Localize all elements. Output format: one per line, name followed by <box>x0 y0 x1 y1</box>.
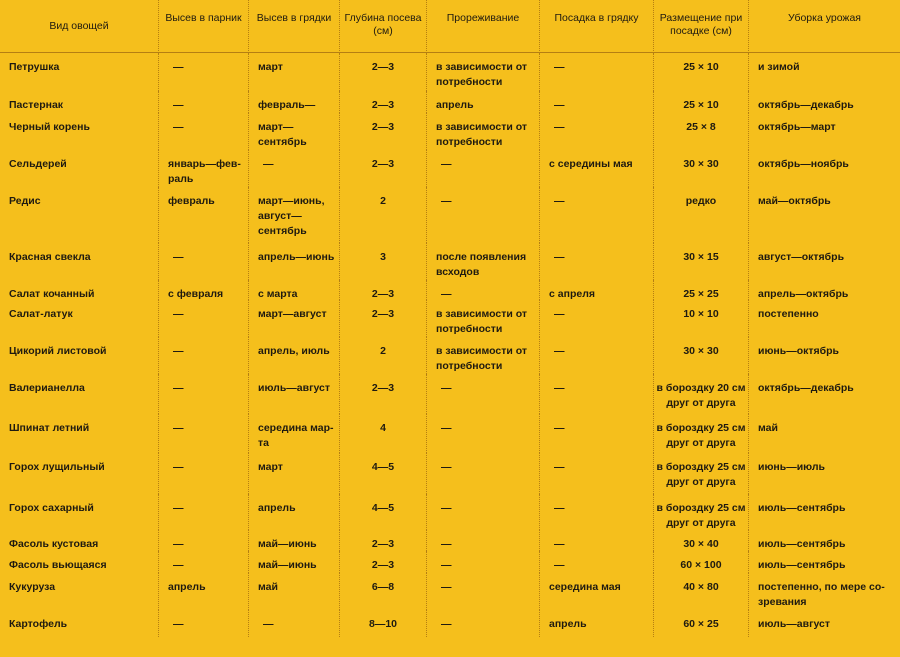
cell-thinning: в зависимости от потребности <box>427 300 540 337</box>
cell-thinning: в зависимости от потребности <box>427 337 540 374</box>
cell-thinning: апрель <box>427 91 540 113</box>
cell-spacing: 25 × 8 <box>654 113 749 150</box>
cell-thinning: — <box>427 551 540 573</box>
cell-thinning: — <box>427 573 540 610</box>
cell-bed-sowing: март <box>249 53 340 91</box>
cell-hotbed-sowing: — <box>159 243 249 280</box>
cell-thinning: после появления всходов <box>427 243 540 280</box>
cell-sowing-depth: 2 <box>340 337 427 374</box>
cell-hotbed-sowing: — <box>159 374 249 414</box>
cell-bed-planting: — <box>540 337 654 374</box>
cell-vegetable: Фасоль вьющаяся <box>0 551 159 573</box>
cell-bed-sowing: середина мар- та <box>249 414 340 453</box>
header-hotbed-sowing: Высев в парник <box>159 0 249 53</box>
cell-harvest: август—октябрь <box>758 251 845 263</box>
cell-harvest: октябрь—ноябрь <box>758 158 849 170</box>
cell-thinning: — <box>427 150 540 187</box>
cell-vegetable: Шпинат летний <box>0 414 159 453</box>
header-bed-sowing: Высев в грядки <box>249 0 340 53</box>
cell-bed-sowing: — <box>249 610 340 637</box>
cell-bed-planting: — <box>540 113 654 150</box>
cell-bed-sowing: февраль— <box>249 91 340 113</box>
cell-harvest: постепенно <box>758 308 819 320</box>
cell-thinning: — <box>427 187 540 243</box>
cell-harvest: октябрь—март <box>758 121 836 133</box>
cell-sowing-depth: 2—3 <box>340 551 427 573</box>
cell-thinning: — <box>427 530 540 551</box>
cell-vegetable: Картофель <box>0 610 159 637</box>
cell-bed-sowing: апрель <box>249 494 340 530</box>
cell-spacing: 60 × 25 <box>654 610 749 637</box>
cell-thinning: в зависимости от потребности <box>427 113 540 150</box>
cell-sowing-depth: 2 <box>340 187 427 243</box>
cell-sowing-depth: 2—3 <box>340 113 427 150</box>
cell-bed-planting: — <box>540 551 654 573</box>
cell-bed-planting: — <box>540 91 654 113</box>
cell-thinning: — <box>427 494 540 530</box>
cell-harvest: май <box>758 422 778 434</box>
header-harvest: Уборка урожая <box>749 0 900 53</box>
cell-bed-planting: — <box>540 243 654 280</box>
cell-sowing-depth: 4 <box>340 414 427 453</box>
cell-bed-planting: — <box>540 53 654 91</box>
cell-bed-sowing: май—июнь <box>249 551 340 573</box>
cell-hotbed-sowing: — <box>159 530 249 551</box>
cell-spacing: 30 × 30 <box>654 150 749 187</box>
header-sowing-depth: Глубина посева (см) <box>340 0 427 53</box>
cell-hotbed-sowing: — <box>159 551 249 573</box>
cell-vegetable: Кукуруза <box>0 573 159 610</box>
cell-spacing: в бороздку 20 см друг от друга <box>654 374 749 414</box>
cell-vegetable: Красная свекла <box>0 243 159 280</box>
cell-harvest: постепенно, по мере со- зревания <box>758 581 885 608</box>
cell-spacing: 30 × 15 <box>654 243 749 280</box>
cell-bed-planting: — <box>540 187 654 243</box>
cell-spacing: 60 × 100 <box>654 551 749 573</box>
cell-harvest: июль—сентябрь <box>758 502 846 514</box>
header-thinning: Прореживание <box>427 0 540 53</box>
cell-thinning: — <box>427 453 540 494</box>
cell-bed-sowing: — <box>249 150 340 187</box>
cell-sowing-depth: 2—3 <box>340 374 427 414</box>
cell-hotbed-sowing: — <box>159 337 249 374</box>
header-spacing: Размещение при посадке (см) <box>654 0 749 53</box>
cell-spacing: в бороздку 25 см друг от друга <box>654 453 749 494</box>
cell-bed-sowing: май <box>249 573 340 610</box>
cell-vegetable: Валерианелла <box>0 374 159 414</box>
cell-vegetable: Цикорий листовой <box>0 337 159 374</box>
cell-bed-planting: — <box>540 494 654 530</box>
cell-spacing: 25 × 10 <box>654 91 749 113</box>
cell-spacing: 10 × 10 <box>654 300 749 337</box>
cell-vegetable: Горох лущильный <box>0 453 159 494</box>
cell-vegetable: Салат-латук <box>0 300 159 337</box>
cell-vegetable: Редис <box>0 187 159 243</box>
cell-sowing-depth: 2—3 <box>340 280 427 300</box>
cell-hotbed-sowing: — <box>159 91 249 113</box>
cell-hotbed-sowing: январь—фев- раль <box>159 150 249 187</box>
header-vegetable: Вид овощей <box>0 0 159 53</box>
cell-spacing: в бороздку 25 см друг от друга <box>654 414 749 453</box>
cell-sowing-depth: 4—5 <box>340 453 427 494</box>
cell-spacing: редко <box>654 187 749 243</box>
cell-bed-planting: — <box>540 414 654 453</box>
cell-bed-planting: — <box>540 453 654 494</box>
cell-vegetable: Петрушка <box>0 53 159 91</box>
cell-harvest: октябрь—декабрь <box>758 382 854 394</box>
cell-thinning: в зависимости от потребности <box>427 53 540 91</box>
cell-bed-sowing: май—июнь <box>249 530 340 551</box>
cell-bed-sowing: март—июнь, август— сентябрь <box>249 187 340 243</box>
cell-harvest: и зимой <box>758 61 800 73</box>
cell-bed-sowing: апрель, июль <box>249 337 340 374</box>
cell-hotbed-sowing: — <box>159 414 249 453</box>
cell-bed-planting: с середины мая <box>540 150 654 187</box>
cell-spacing: 30 × 30 <box>654 337 749 374</box>
cell-bed-sowing: апрель—июнь <box>249 243 340 280</box>
cell-harvest: октябрь—декабрь <box>758 99 854 111</box>
cell-vegetable: Черный корень <box>0 113 159 150</box>
cell-hotbed-sowing: — <box>159 300 249 337</box>
cell-hotbed-sowing: — <box>159 113 249 150</box>
cell-bed-planting: с апреля <box>540 280 654 300</box>
cell-spacing: 30 × 40 <box>654 530 749 551</box>
cell-sowing-depth: 2—3 <box>340 300 427 337</box>
cell-bed-sowing: март—август <box>249 300 340 337</box>
header-bed-planting: Посадка в грядку <box>540 0 654 53</box>
cell-bed-planting: середина мая <box>540 573 654 610</box>
cell-thinning: — <box>427 414 540 453</box>
cell-hotbed-sowing: с февраля <box>159 280 249 300</box>
cell-harvest: июль—сентябрь <box>758 538 846 550</box>
cell-sowing-depth: 2—3 <box>340 530 427 551</box>
cell-harvest: май—октябрь <box>758 195 831 207</box>
cell-vegetable: Сельдерей <box>0 150 159 187</box>
cell-bed-planting: апрель <box>540 610 654 637</box>
cell-bed-planting: — <box>540 300 654 337</box>
cell-bed-sowing: март <box>249 453 340 494</box>
cell-bed-planting: — <box>540 530 654 551</box>
cell-sowing-depth: 4—5 <box>340 494 427 530</box>
cell-harvest: июнь—октябрь <box>758 345 840 357</box>
cell-harvest: июнь—июль <box>758 461 826 473</box>
cell-hotbed-sowing: — <box>159 453 249 494</box>
cell-sowing-depth: 6—8 <box>340 573 427 610</box>
cell-thinning: — <box>427 374 540 414</box>
cell-vegetable: Горох сахарный <box>0 494 159 530</box>
cell-sowing-depth: 2—3 <box>340 91 427 113</box>
cell-hotbed-sowing: — <box>159 494 249 530</box>
cell-harvest: июль—сентябрь <box>758 559 846 571</box>
cell-sowing-depth: 3 <box>340 243 427 280</box>
cell-spacing: 25 × 10 <box>654 53 749 91</box>
cell-spacing: 40 × 80 <box>654 573 749 610</box>
cell-hotbed-sowing: февраль <box>159 187 249 243</box>
cell-spacing: в бороздку 25 см друг от друга <box>654 494 749 530</box>
cell-bed-sowing: март— сентябрь <box>249 113 340 150</box>
cell-hotbed-sowing: — <box>159 610 249 637</box>
cell-spacing: 25 × 25 <box>654 280 749 300</box>
cell-harvest: апрель—октябрь <box>758 288 849 300</box>
cell-vegetable: Фасоль кустовая <box>0 530 159 551</box>
cell-hotbed-sowing: — <box>159 53 249 91</box>
cell-bed-sowing: июль—август <box>249 374 340 414</box>
cell-harvest: июль—август <box>758 618 831 630</box>
cell-sowing-depth: 2—3 <box>340 53 427 91</box>
cell-sowing-depth: 2—3 <box>340 150 427 187</box>
cell-bed-planting: — <box>540 374 654 414</box>
cell-vegetable: Пастернак <box>0 91 159 113</box>
cell-sowing-depth: 8—10 <box>340 610 427 637</box>
cell-vegetable: Салат кочанный <box>0 280 159 300</box>
cell-hotbed-sowing: апрель <box>159 573 249 610</box>
cell-thinning: — <box>427 610 540 637</box>
cell-thinning: — <box>427 280 540 300</box>
cell-bed-sowing: с марта <box>249 280 340 300</box>
